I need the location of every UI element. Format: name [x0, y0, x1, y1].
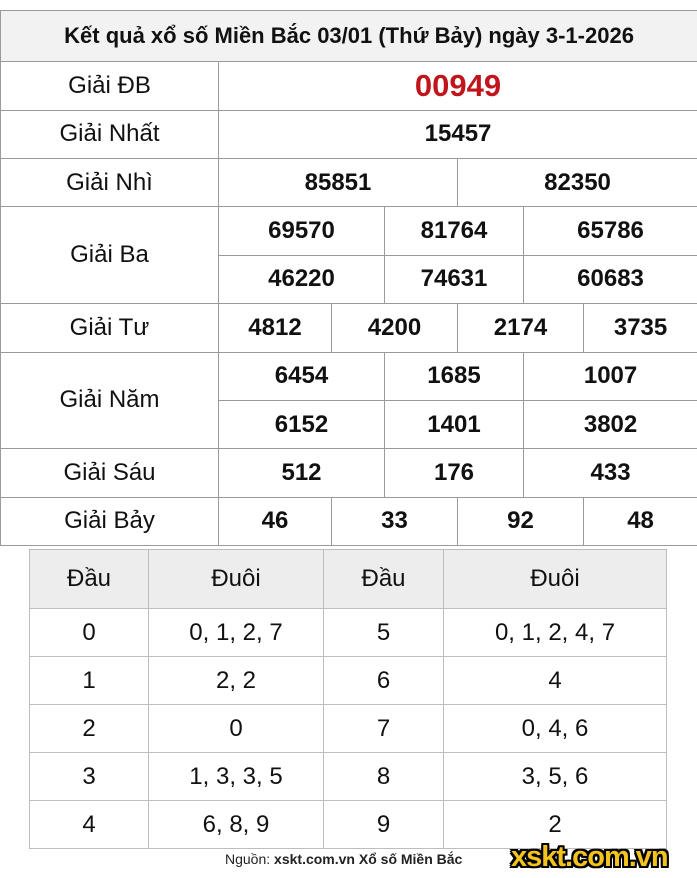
prize-label: Giải Nhì: [1, 159, 219, 207]
results-table: [0, 10, 697, 546]
prize-number: 48: [584, 497, 697, 545]
prize-number: 33: [332, 497, 458, 545]
prize-number: 69570: [219, 207, 385, 255]
loto-duoi-cell: 3, 5, 6: [444, 753, 667, 801]
loto-dau-cell: 7: [324, 705, 444, 753]
prize-label: Giải Tư: [1, 304, 219, 352]
prize-number: 60683: [524, 255, 697, 303]
loto-dau-cell: 0: [30, 609, 149, 657]
prize-row-nam: [1, 352, 697, 400]
prize-number: 81764: [385, 207, 524, 255]
prize-row-db: [1, 62, 697, 110]
header-dau: Đầu: [30, 550, 149, 609]
header-duoi: Đuôi: [149, 550, 324, 609]
loto-dau-cell: 4: [30, 801, 149, 849]
prize-number: 85851: [219, 159, 458, 207]
prize-label: Giải Nhất: [1, 110, 219, 158]
loto-duoi-cell: 0, 4, 6: [444, 705, 667, 753]
loto-table: [29, 549, 667, 849]
prize-number: 4812: [219, 304, 332, 352]
page-title: Kết quả xổ số Miền Bắc 03/01 (Thứ Bảy) ngày 3-1-2026: [1, 11, 697, 62]
prize-row-nhat: [1, 110, 697, 158]
prize-row-ba: [1, 207, 697, 255]
prize-number: 1401: [385, 400, 524, 448]
prize-number: 46: [219, 497, 332, 545]
prize-row-tu: [1, 304, 697, 352]
prize-number: 92: [458, 497, 584, 545]
loto-duoi-cell: 0: [149, 705, 324, 753]
loto-duoi-cell: 0, 1, 2, 4, 7: [444, 609, 667, 657]
loto-row: [30, 657, 667, 705]
loto-duoi-cell: 0, 1, 2, 7: [149, 609, 324, 657]
loto-row: [30, 609, 667, 657]
prize-number: 46220: [219, 255, 385, 303]
loto-row: [30, 705, 667, 753]
prize-number: 6454: [219, 352, 385, 400]
prize-label: Giải Năm: [1, 352, 219, 449]
header-duoi: Đuôi: [444, 550, 667, 609]
loto-dau-cell: 2: [30, 705, 149, 753]
prize-number: 82350: [458, 159, 697, 207]
loto-duoi-cell: 6, 8, 9: [149, 801, 324, 849]
loto-row: [30, 753, 667, 801]
loto-header-row: [30, 550, 667, 609]
prize-label: Giải ĐB: [1, 62, 219, 110]
footer-source: [225, 851, 462, 867]
prize-number: 65786: [524, 207, 697, 255]
prize-number: 176: [385, 449, 524, 497]
footer-site-link[interactable]: xskt.com.vn: [274, 851, 355, 867]
loto-duoi-cell: 4: [444, 657, 667, 705]
prize-number: 2174: [458, 304, 584, 352]
prize-row-nhi: [1, 159, 697, 207]
loto-duoi-cell: 2: [444, 801, 667, 849]
prize-number: 4200: [332, 304, 458, 352]
prize-number: 1685: [385, 352, 524, 400]
footer-prefix: Nguồn:: [225, 851, 275, 867]
header-dau: Đầu: [324, 550, 444, 609]
prize-number: 3802: [524, 400, 697, 448]
prize-number: 74631: [385, 255, 524, 303]
prize-row-sau: [1, 449, 697, 497]
special-prize-number: 00949: [219, 62, 697, 110]
loto-dau-cell: 1: [30, 657, 149, 705]
loto-dau-cell: 3: [30, 753, 149, 801]
prize-label: Giải Bảy: [1, 497, 219, 545]
footer-suffix: Xổ số Miền Bắc: [358, 851, 463, 867]
prize-label: Giải Ba: [1, 207, 219, 304]
prize-label: Giải Sáu: [1, 449, 219, 497]
loto-dau-cell: 9: [324, 801, 444, 849]
prize-number: 512: [219, 449, 385, 497]
loto-duoi-cell: 2, 2: [149, 657, 324, 705]
prize-number: 15457: [219, 110, 697, 158]
prize-number: 1007: [524, 352, 697, 400]
loto-dau-cell: 6: [324, 657, 444, 705]
prize-number: 3735: [584, 304, 697, 352]
loto-dau-cell: 8: [324, 753, 444, 801]
prize-number: 6152: [219, 400, 385, 448]
loto-duoi-cell: 1, 3, 3, 5: [149, 753, 324, 801]
prize-number: 433: [524, 449, 697, 497]
site-logo: xskt.com.vn: [511, 841, 668, 873]
loto-dau-cell: 5: [324, 609, 444, 657]
prize-row-bay: [1, 497, 697, 545]
